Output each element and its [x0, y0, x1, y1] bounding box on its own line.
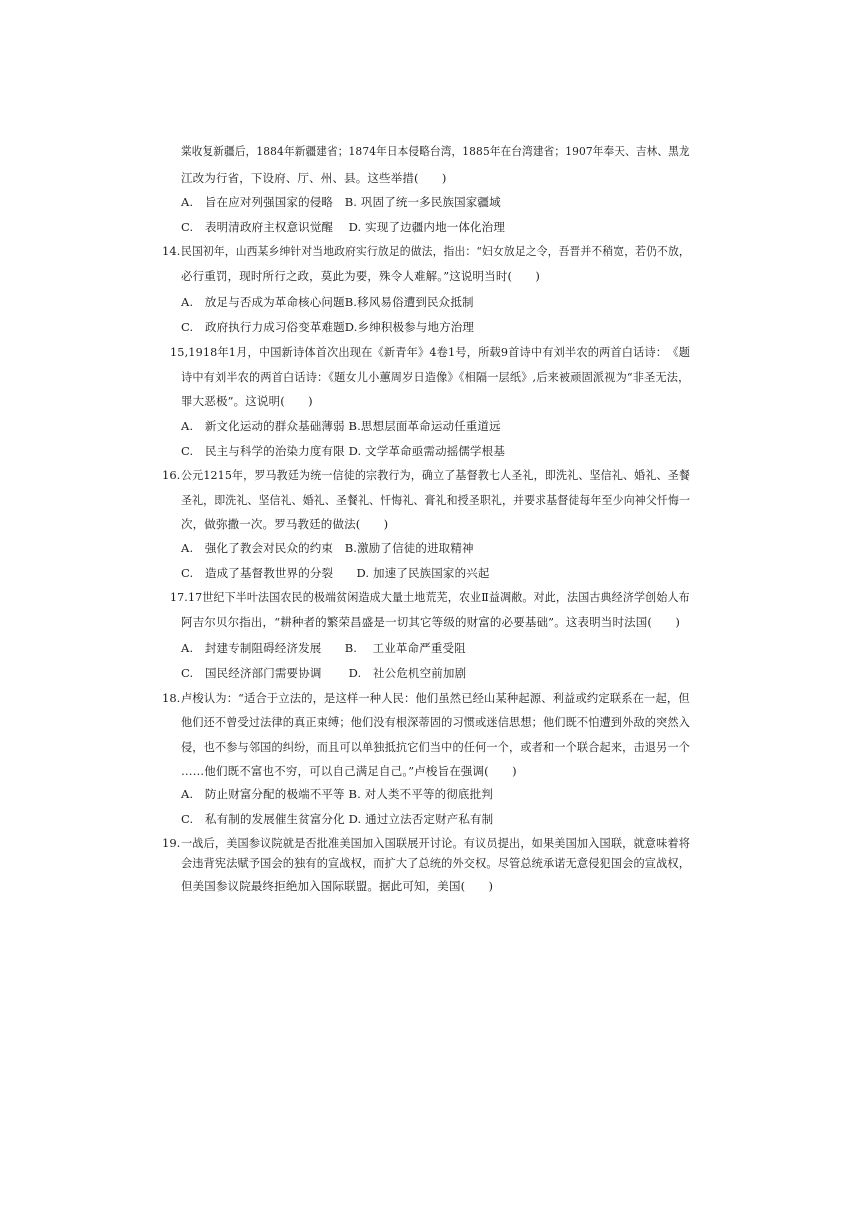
- q14-option-a-b: A. 放足与否成为革命核心问题B.移风易俗遭到民众抵制: [181, 295, 474, 309]
- q18-stem-line-4: ……他们既不富也不穷，可以自己满足自己。”卢梭旨在强调( ): [181, 764, 517, 778]
- q13-option-c-d: C. 表明清政府主权意识觉醒 D. 实现了边疆内地一体化治理: [181, 220, 505, 234]
- q19-number: 19.: [162, 836, 181, 850]
- q18-stem-line-2: 他们还不曾受过法律的真正束缚；他们没有根深蒂固的习惯或迷信思想；他们既不怕遭到外敌的突然入: [181, 715, 691, 729]
- q18-option-c-d: C. 私有制的发展催生贫富分化 D. 通过立法否定财产私有制: [181, 812, 494, 826]
- q19-stem-line-3: 但美国参议院最终拒绝加入国际联盟。据此可知，美国( ): [181, 879, 494, 893]
- q16-stem-line-3: 次，做弥撒一次。罗马教廷的做法( ): [181, 517, 389, 531]
- q13-stem-line-2: 江改为行省，下设府、厅、州、县。这些举措( ): [181, 171, 447, 185]
- q16-stem-line-2: 圣礼，即洗礼、坚信礼、婚礼、圣餐礼、忏悔礼、膏礼和授圣职礼，并要求基督徒每年至少向神父忏悔一: [181, 493, 691, 507]
- q16-option-a-b: A. 强化了教会对民众的约束 B.激励了信徒的进取精神: [181, 541, 474, 555]
- q16-number: 16.: [162, 468, 181, 482]
- q16-stem-line-1: 公元1215年，罗马教廷为统一信徒的宗教行为，确立了基督教七人圣礼，即洗礼、坚信礼、婚礼、圣餐: [181, 468, 691, 482]
- q17-option-a-b: A. 封建专制阻碍经济发展 B. 工业革命严重受阻: [181, 641, 466, 655]
- q17-stem-line-1: 17.17世纪下半叶法国农民的极端贫闲造成大量土地荒芜，农业Ⅱ益凋敝。对此，法国古典经济学创始人布: [170, 590, 690, 604]
- q15-stem-line-1: 15,1918年1月，中国新诗体首次出现在《新青年》4卷1号，所载9首诗中有刘半农的两首白话诗： 《题: [170, 345, 691, 359]
- q19-stem-line-1: 一战后，美国参议院就是否批准美国加入国联展开讨论。有议员提出，如果美国加入国联，就意味着将: [181, 836, 691, 850]
- q18-number: 18.: [162, 691, 181, 705]
- q18-stem-line-1: 卢梭认为：“适合于立法的，是这样一种人民：他们虽然已经山某种起源、利益或约定联系在一起，但: [181, 691, 690, 705]
- q15-option-a-b: A. 新文化运动的群众基础薄弱 B.思想层面革命运动任重道远: [181, 419, 501, 433]
- q15-stem-line-2: 诗中有刘半农的两首白话诗：《题女儿小蕙周岁日造像》《相隔一层纸》,后来被顽固派视为“非圣无法，: [181, 370, 690, 384]
- q13-stem-line-1: 棠收复新疆后，1884年新疆建省；1874年日本侵略台湾，1885年在台湾建省；1907年奉天、吉林、黑龙: [181, 144, 690, 158]
- q18-option-a-b: A. 防止财富分配的极端不平等 B. 对人类不平等的彻底批判: [181, 787, 493, 801]
- q13-option-a-b: A. 旨在应对列强国家的侵略 B. 巩固了统一多民族国家疆域: [181, 195, 501, 209]
- q15-option-c-d: C. 民主与科学的治染力度有限 D. 文学革命亟需动摇儒学根基: [181, 444, 505, 458]
- q18-stem-line-3: 侵，也不参与邻国的纠纷，而且可以单独抵抗它们当中的任何一个，或者和一个联合起来，击退另一个: [181, 740, 691, 754]
- q17-stem-line-2: 阿吉尔贝尔指出，“耕种者的繁荣昌盛是一切其它等级的财富的必要基础”。这表明当时法国( ): [181, 615, 680, 629]
- q15-stem-line-3: 罪大恶极”。这说明( ): [181, 394, 313, 408]
- q14-number: 14.: [162, 244, 181, 258]
- q16-option-c-d: C. 造成了基督教世界的分裂 D. 加速了民族国家的兴起: [181, 566, 490, 580]
- q14-option-c-d: C. 政府执行力成习俗变革难题D.乡绅积极参与地方治理: [181, 320, 475, 334]
- q19-stem-line-2: 会违背宪法赋予国会的独有的宣战权，而扩大了总统的外交权。尽管总统承诺无意侵犯国会的宣战权，: [181, 856, 691, 870]
- q14-stem-line-1: 民国初年，山西某乡绅针对当地政府实行放足的做法，指出：“妇女放足之令，吾晋并不稍宽，若仍不放，: [181, 244, 690, 258]
- q14-stem-line-2: 必行重罚，现时所行之政，莫此为要，殊令人难解。”这说明当时( ): [181, 269, 541, 283]
- q17-option-c-d: C. 国民经济部门需要协调 D. 社公危机空前加剧: [181, 666, 467, 680]
